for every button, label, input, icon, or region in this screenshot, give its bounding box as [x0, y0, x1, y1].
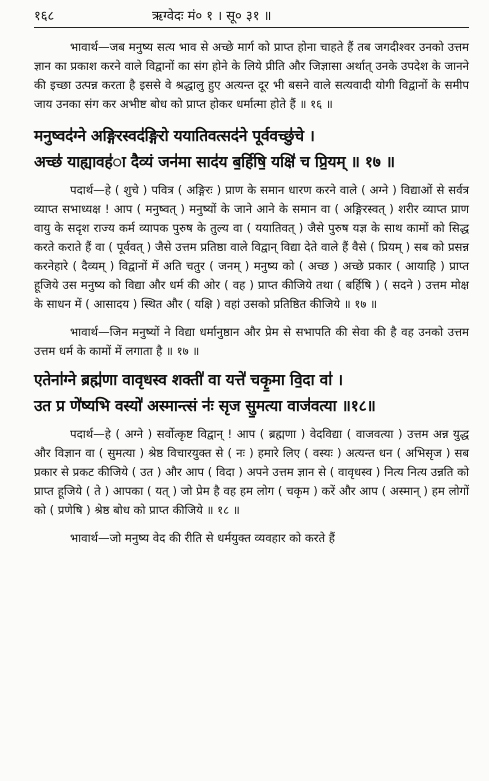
padarth-17: पदार्थ—हे ( शुचे ) पवित्र ( अङ्गिरः ) प्राण के समान धारण करने वाले ( अग्ने ) विद्याओं से सर्वत्र व्याप्त सभाध्यक्ष ! आप ( मनुष्वत् ) मनुष्यों के जाने आने के समान वा ( अङ्गिरस्वत् ) शरीर व्याप्त प्राण वायु के सदृश राज्य कर्म व्यापक पुरुष के तुल्य वा ( ययातिवत् ) जैसे पुरुष यज्ञ के साथ कामों को सिद्ध करते कराते हैं वा ( पूर्ववत् ) जैसे उत्तम प्रतिष्ठा वाले विद्वान् विद्या देते वाले हैं वैसे ( प्रियम् ) सब को प्रसन्न करनेहारे ( दैव्यम् ) विद्वानों में अति चतुर ( जनम् ) मनुष्य को ( अच्छ ) अच्छे प्रकार ( आयाहि ) प्राप्त हूजिये उस मनुष्य को विद्या और धर्म की ओर ( वह ) प्राप्त कीजिये तथा ( बर्हिषि ) ( सदने ) उत्तम मोक्ष के साधन में ( आसादय ) स्थित और ( यक्षि ) वहां उसको प्रतिष्ठित कीजिये ॥ १७ ॥	[34, 183, 469, 311]
mantra-18-line-1: एतेना॑ग्ने ब्रह्म॑णा वावृधस्व शक्ती॑ वा यत्ते॑ चकृ॒मा वि॒दा वा॑ ।	[34, 371, 343, 389]
running-head: ऋग्वेदः मं० १ । सू० ३१ ॥	[152, 9, 272, 24]
header-rule	[34, 27, 469, 28]
page-body	[34, 38, 469, 548]
bhavarth-17: भावार्थ—जिन मनुष्यों ने विद्या धर्मानुष्ठान और प्रेम से सभापति की सेवा की है वह उनको उत्तम उत्तम धर्म के कामों में लगाता है ॥ १७ ॥	[34, 325, 469, 358]
mantra-17-line-1: मनुष्वद॑ग्ने अङ्गिरस्वद॑ङ्गिरो ययातिवत्सद॑ने पूर्ववच्छु॑चे ।	[34, 127, 315, 145]
bhavarth-18: भावार्थ—जो मनुष्य वेद की रीति से धर्मयुक्त व्यवहार को करते हैं	[70, 531, 335, 545]
mantra-18-line-2: उत प्र णे॑ष्यभि वस्यो॑ अस्मान्त्सं नः॑ सृज सु॒मत्या वाज॑वत्या ॥१८॥	[34, 397, 376, 415]
bhavarth-16: भावार्थ—जब मनुष्य सत्य भाव से अच्छे मार्ग को प्राप्त होना चाहते हैं तब जगदीश्वर उनको उत्तम ज्ञान का प्रकाश करने वाले विद्वानों का संग होने के लिये प्रीति और जिज्ञासा अर्थात् उनके उपदेश के जानने की इच्छा उत्पन्न करता है इससे वे श्रद्धालु हुए अत्यन्त दूर भी बसने वाले सत्यवादी योगी विद्वानों के समीप जाय उनका संग कर अभीष्ट बोध को प्राप्त होकर धर्मात्मा होते हैं ॥ १६ ॥	[34, 40, 469, 111]
mantra-17-line-2: अच्छ॑ याह्यावह॑ा दैव्यं जन॑मा साद॑य ब॒र्हिषि॒ यक्षि॑ च प्रि॒यम् ॥ १७ ॥	[34, 153, 395, 171]
page-header	[34, 6, 469, 24]
page-number: १६८	[34, 9, 55, 24]
padarth-18: पदार्थ—हे ( अग्ने ) सर्वोत्कृष्ट विद्वान् ! आप ( ब्रह्मणा ) वेदविद्या ( वाजवत्या ) उत्तम अन्न युद्ध और विज्ञान वा ( सुमत्या ) श्रेष्ठ विचारयुक्त से ( नः ) हमारे लिए ( वस्यः ) अत्यन्त धन ( अभिसृज ) सब प्रकार से प्रकट कीजिये ( उत ) और आप ( विदा ) अपने उत्तम ज्ञान से ( वावृधस्व ) नित्य नित्य उन्नति को प्राप्त हूजिये ( ते ) आपका ( यत् ) जो प्रेम है वह हम लोग ( चकृम ) करें और आप ( अस्मान् ) हम लोगों को ( प्रणेषि ) श्रेष्ठ बोध को प्राप्त कीजिये ॥ १८ ॥	[34, 427, 469, 517]
